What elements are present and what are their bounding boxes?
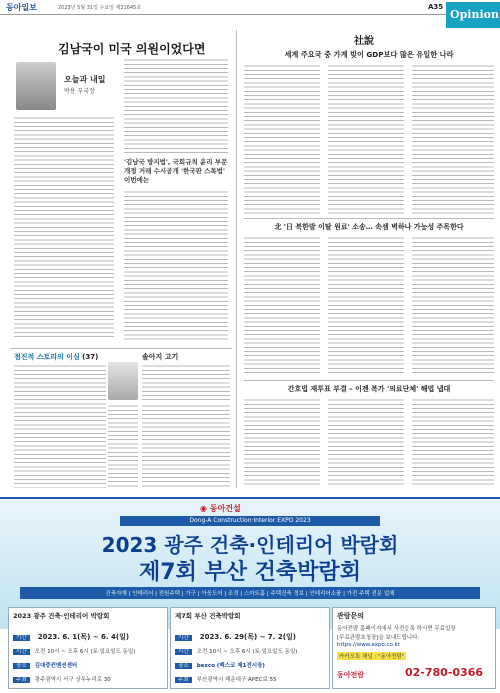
article-body	[108, 404, 138, 488]
story-number: (37)	[82, 353, 99, 361]
period-label: 기간	[175, 635, 192, 641]
editorial-title-2: 北 '日 북한발 이탈 원료' 소송… 속셈 벽하나 가능성 주목한다	[274, 223, 464, 231]
lower-right-title: 솔아지 고기	[142, 353, 179, 361]
host-label: 주최	[175, 677, 192, 683]
lower-left-title	[14, 352, 98, 362]
section-divider	[10, 348, 232, 349]
expo-name: 2023 광주 건축·인테리어 박람회	[13, 612, 110, 620]
editorial-body	[328, 398, 404, 488]
editorial-divider	[244, 218, 494, 219]
editorial-body	[328, 236, 404, 376]
editorial-body	[412, 236, 494, 376]
expo-categories: 건축자재 | 인테리어 | 전원주택 | 가구 | 아웃도어 | 조경 | 스마트홈 | 주택건축 정보 | 인테리어소품 | 가전·주택 전문 업체	[20, 587, 480, 599]
period-value: 2023. 6. 1(목) ~ 6. 4(일)	[37, 633, 130, 641]
column-divider	[236, 30, 237, 488]
contact-phone: 02-780-0366	[405, 666, 484, 679]
author-photo	[16, 62, 56, 110]
byline-sub: 박용 부국장	[64, 88, 95, 95]
ad-company	[200, 503, 241, 514]
editorial-body	[244, 64, 320, 214]
editorial-body	[412, 398, 494, 488]
place-value: 김대중컨벤션센터	[34, 663, 78, 669]
host-label: 주최	[13, 677, 30, 683]
host-value: 부산광역시 해운대구 APEC로 55	[196, 677, 277, 683]
article-body	[14, 116, 114, 340]
ad-banner-text: Dong-A Construction·Interior EXPO 2023	[189, 517, 311, 524]
section-title-text: Opinion	[450, 8, 499, 21]
contact-box	[332, 607, 496, 689]
editorial-tag: 社說	[354, 36, 374, 47]
place-value: bexco (벡스코 제1전시장)	[196, 663, 265, 669]
expo-info-busan	[170, 607, 330, 689]
illustration-photo	[108, 362, 138, 400]
column-title: 김남국이 미국 의원이었다면	[58, 42, 206, 56]
editorial-title-3: 간호법 재투표 부결 – 이젠 복가 '의료단체' 해법 냅대	[287, 385, 451, 393]
expo-title-2: 제7회 부산 건축박람회	[139, 560, 361, 585]
contact-line-2: [무료관람초청장]을 보내드립니다.	[337, 635, 420, 641]
pull-quote: '김남국 방지법', 국회규칙 윤리 부문 개정 거래 수시공개 '한국판 스톡법' 이번에는	[124, 158, 228, 184]
issue-date: 2023년 5월 31일 수요일 제31645호	[58, 5, 142, 11]
editorial-body	[328, 64, 404, 214]
byline-name: 오늘과 내일	[64, 75, 106, 84]
editorial-title-1: 세계 주요국 중 가계 빚이 GDP보다 많은 유일한 나라	[284, 50, 454, 59]
contact-title: 관람문의	[337, 612, 365, 620]
company-logo-icon: ◉	[200, 504, 210, 513]
editorial-body	[244, 398, 320, 488]
editorial-body	[412, 64, 494, 214]
company-name: 동아건설	[209, 504, 241, 513]
article-body	[124, 58, 228, 153]
contact-org: 동아전람	[337, 671, 365, 679]
period-label: 기간	[13, 635, 30, 641]
story-title: 점진적 스토리의 이심	[14, 353, 80, 361]
place-label: 장소	[13, 663, 30, 669]
expo-info-gwangju	[8, 607, 168, 689]
contact-url[interactable]: https://www.expo.co.kr	[337, 642, 400, 648]
ad-banner-strip	[120, 516, 380, 526]
editorial-divider	[244, 380, 494, 381]
advertisement	[0, 497, 500, 693]
page-number: A35	[428, 3, 444, 11]
article-body	[142, 364, 230, 400]
expo-host-row	[13, 666, 111, 685]
place-label: 장소	[175, 663, 192, 669]
article-body	[14, 364, 106, 488]
article-body	[124, 190, 228, 340]
time-value: 오전 10시 ~ 오후 6시 (토·일요일도 동일)	[34, 649, 136, 655]
expo-host-row	[175, 666, 277, 685]
section-title	[446, 2, 500, 28]
contact-kakao: 카카오톡 채널 : "동아전람"	[339, 654, 405, 660]
editorial-body	[244, 236, 320, 376]
period-value: 2023. 6. 29(목) ~ 7. 2(일)	[199, 633, 296, 641]
expo-title-1: 2023 광주 건축·인테리어 박람회	[101, 533, 399, 557]
contact-line-1: 동아전람 홈페이지에서 사전등록 하시면 무료입장	[337, 626, 456, 632]
host-value: 광주광역시 서구 상무누리로 30	[34, 677, 111, 683]
article-body	[142, 404, 230, 488]
paper-logo: 동아일보	[6, 3, 37, 12]
expo-name: 제7회 부산 건축박람회	[175, 612, 241, 620]
time-label: 시간	[175, 649, 192, 655]
time-value: 오전 10시 ~ 오후 6시 (토·일요일도 동일)	[196, 649, 298, 655]
time-label: 시간	[13, 649, 30, 655]
